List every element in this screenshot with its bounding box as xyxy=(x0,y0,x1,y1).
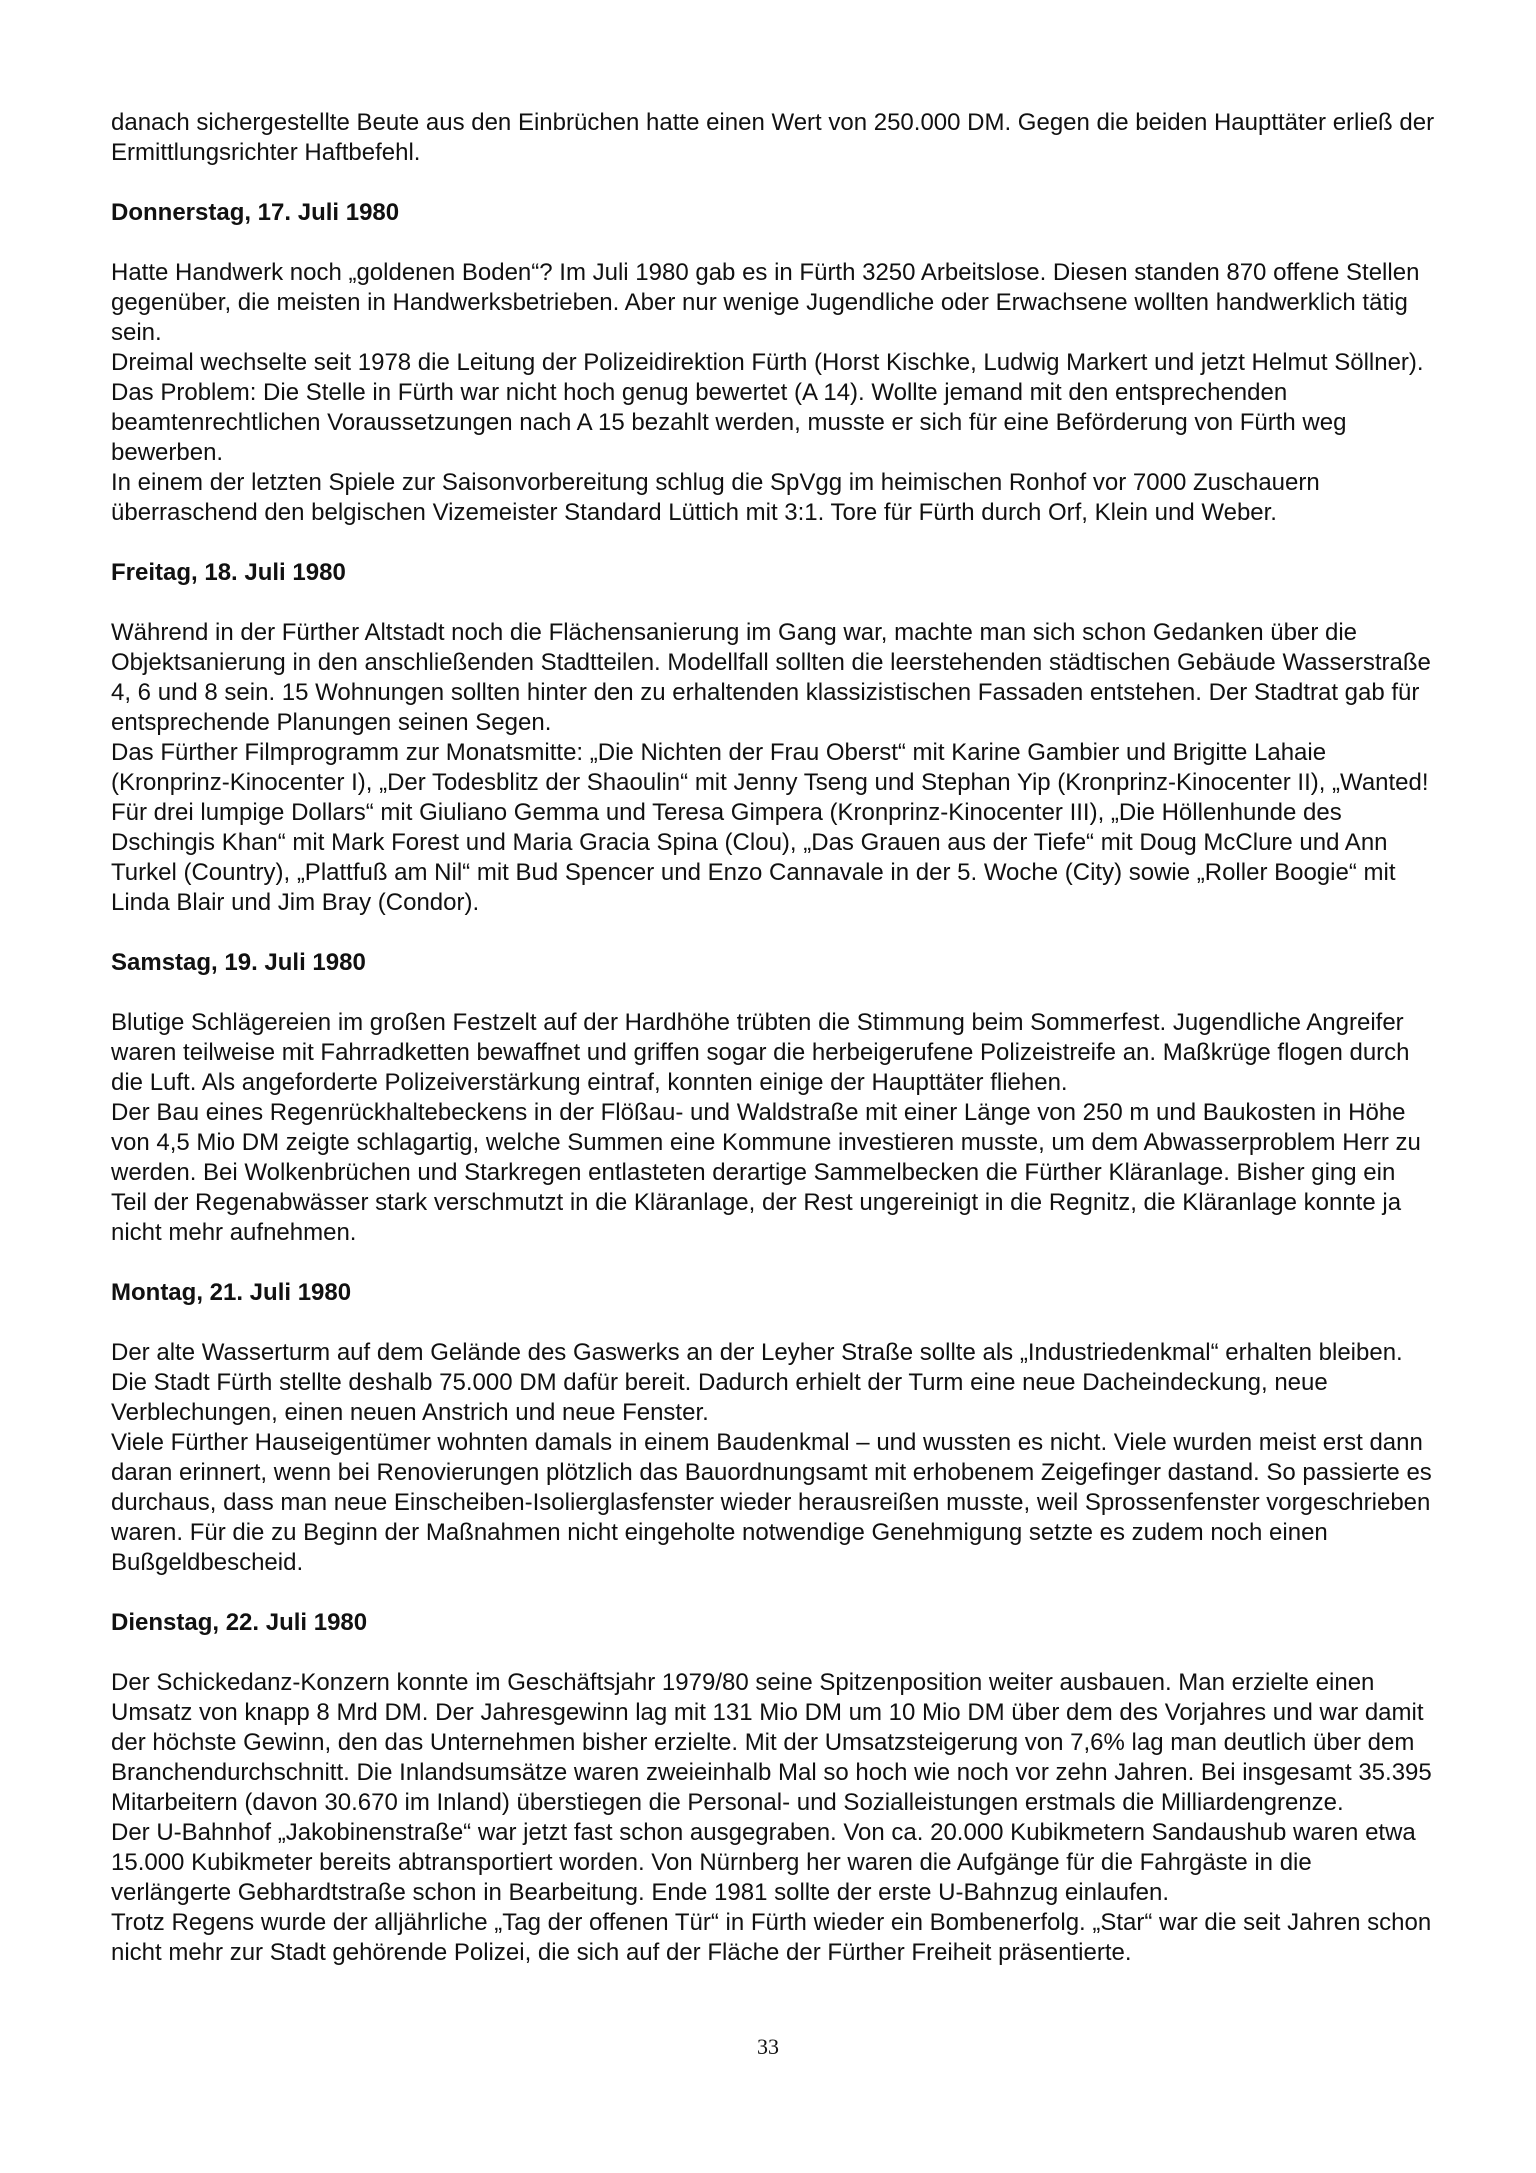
section-paragraph: Der Schickedanz-Konzern konnte im Geschäftsjahr 1979/80 seine Spitzenposition weiter ausbauen. Man erzielte einen Umsatz von knapp 8 Mrd DM. Der Jahresgewinn lag mit 131 Mio DM um 10 Mio DM über dem des Vorjahres und war damit der höchste Gewinn, den das Unternehmen bisher erzielte. Mit der Umsatzsteigerung von 7,6% lag man deutlich über dem Branchendurchschnitt. Die Inlandsumsätze waren zweieinhalb Mal so hoch wie noch vor zehn Jahren. Bei insgesamt 35.395 Mitarbeitern (davon 30.670 im Inland) überstiegen die Personal- und Sozialleistungen erstmals die Milliardengrenze. xyxy=(111,1669,1432,1816)
document-page xyxy=(111,108,1436,1968)
section-tuesday xyxy=(111,1608,1436,1968)
section-monday xyxy=(111,1278,1436,1578)
section-friday xyxy=(111,558,1436,918)
section-date-heading: Samstag, 19. Juli 1980 xyxy=(111,949,366,976)
section-paragraph: Der U-Bahnhof „Jakobinenstraße“ war jetzt fast schon ausgegraben. Von ca. 20.000 Kubikmetern Sandaushub waren etwa 15.000 Kubikmeter bereits abtransportiert worden. Von Nürnberg her waren die Aufgänge für die Fahrgäste in die verlängerte Gebhardtstraße schon in Bearbeitung. Ende 1981 sollte der erste U-Bahnzug einlaufen. xyxy=(111,1819,1416,1906)
section-paragraph: Der alte Wasserturm auf dem Gelände des Gaswerks an der Leyher Straße sollte als „Industriedenkmal“ erhalten bleiben. Die Stadt Fürth stellte deshalb 75.000 DM dafür bereit. Dadurch erhielt der Turm eine neue Dacheindeckung, neue Verblechungen, einen neuen Anstrich und neue Fenster. xyxy=(111,1339,1403,1426)
section-date-heading: Donnerstag, 17. Juli 1980 xyxy=(111,199,400,226)
page-number: 33 xyxy=(757,2034,779,2059)
section-paragraph: Trotz Regens wurde der alljährliche „Tag der offenen Tür“ in Fürth wieder ein Bombenerfolg. „Star“ war die seit Jahren schon nicht mehr zur Stadt gehörende Polizei, die sich auf der Fläche der Fürther Freiheit präsentierte. xyxy=(111,1909,1432,1966)
section-thursday xyxy=(111,198,1436,528)
section-paragraph: Dreimal wechselte seit 1978 die Leitung der Polizeidirektion Fürth (Horst Kischke, Ludwig Markert und jetzt Helmut Söllner). Das Problem: Die Stelle in Fürth war nicht hoch genug bewertet (A 14). Wollte jemand mit den entsprechenden beamtenrechtlichen Voraussetzungen nach A 15 bezahlt werden, musste er sich für eine Beförderung von Fürth weg bewerben. xyxy=(111,349,1424,466)
section-paragraph: Während in der Fürther Altstadt noch die Flächensanierung im Gang war, machte man sich schon Gedanken über die Objektsanierung in den anschließenden Stadtteilen. Modellfall sollten die leerstehenden städtischen Gebäude Wasserstraße 4, 6 und 8 sein. 15 Wohnungen sollten hinter den zu erhaltenden klassizistischen Fassaden entstehen. Der Stadtrat gab für entsprechende Planungen seinen Segen. xyxy=(111,619,1431,736)
section-paragraph: Das Fürther Filmprogramm zur Monatsmitte: „Die Nichten der Frau Oberst“ mit Karine Gambier und Brigitte Lahaie (Kronprinz-Kinocenter I), „Der Todesblitz der Shaoulin“ mit Jenny Tseng und Stephan Yip (Kronprinz-Kinocenter II), „Wanted! Für drei lumpige Dollars“ mit Giuliano Gemma und Teresa Gimpera (Kronprinz-Kinocenter III), „Die Höllenhunde des Dschingis Khan“ mit Mark Forest und Maria Gracia Spina (Clou), „Das Grauen aus der Tiefe“ mit Doug McClure und Ann Turkel (Country), „Plattfuß am Nil“ mit Bud Spencer und Enzo Cannavale in der 5. Woche (City) sowie „Roller Boogie“ mit Linda Blair und Jim Bray (Condor). xyxy=(111,739,1429,916)
section-date-heading: Dienstag, 22. Juli 1980 xyxy=(111,1609,368,1636)
section-paragraph: Hatte Handwerk noch „goldenen Boden“? Im Juli 1980 gab es in Fürth 3250 Arbeitslose. Diesen standen 870 offene Stellen gegenüber, die meisten in Handwerksbetrieben. Aber nur wenige Jugendliche oder Erwachsene wollten handwerklich tätig sein. xyxy=(111,259,1420,346)
section-paragraph: In einem der letzten Spiele zur Saisonvorbereitung schlug die SpVgg im heimischen Ronhof vor 7000 Zuschauern überraschend den belgischen Vizemeister Standard Lüttich mit 3:1. Tore für Fürth durch Orf, Klein und Weber. xyxy=(111,469,1320,526)
section-saturday xyxy=(111,948,1436,1248)
section-paragraph: Blutige Schlägereien im großen Festzelt auf der Hardhöhe trübten die Stimmung beim Sommerfest. Jugendliche Angreifer waren teilweise mit Fahrradketten bewaffnet und griffen sogar die herbeigerufene Polizeistreife an. Maßkrüge flogen durch die Luft. Als angeforderte Polizeiverstärkung eintraf, konnten einige der Haupttäter fliehen. xyxy=(111,1009,1410,1096)
section-paragraph: Viele Fürther Hauseigentümer wohnten damals in einem Baudenkmal – und wussten es nicht. Viele wurden meist erst dann daran erinnert, wenn bei Renovierungen plötzlich das Bauordnungsamt mit erhobenem Zeigefinger dastand. So passierte es durchaus, dass man neue Einscheiben-Isolierglasfenster wieder herausreißen musste, weil Sprossenfenster vorgeschrieben waren. Für die zu Beginn der Maßnahmen nicht eingeholte notwendige Genehmigung setzte es zudem noch einen Bußgeldbescheid. xyxy=(111,1429,1432,1576)
intro-paragraph: danach sichergestellte Beute aus den Einbrüchen hatte einen Wert von 250.000 DM. Gegen die beiden Haupttäter erließ der Ermittlungsrichter Haftbefehl. xyxy=(111,109,1435,166)
section-paragraph: Der Bau eines Regenrückhaltebeckens in der Flößau- und Waldstraße mit einer Länge von 250 m und Baukosten in Höhe von 4,5 Mio DM zeigte schlagartig, welche Summen eine Kommune investieren musste, um dem Abwasserproblem Herr zu werden. Bei Wolkenbrüchen und Starkregen entlasteten derartige Sammelbecken die Fürther Kläranlage. Bisher ging ein Teil der Regenabwässer stark verschmutzt in die Kläranlage, der Rest ungereinigt in die Regnitz, die Kläranlage konnte ja nicht mehr aufnehmen. xyxy=(111,1099,1421,1246)
section-date-heading: Montag, 21. Juli 1980 xyxy=(111,1279,352,1306)
section-date-heading: Freitag, 18. Juli 1980 xyxy=(111,559,346,586)
